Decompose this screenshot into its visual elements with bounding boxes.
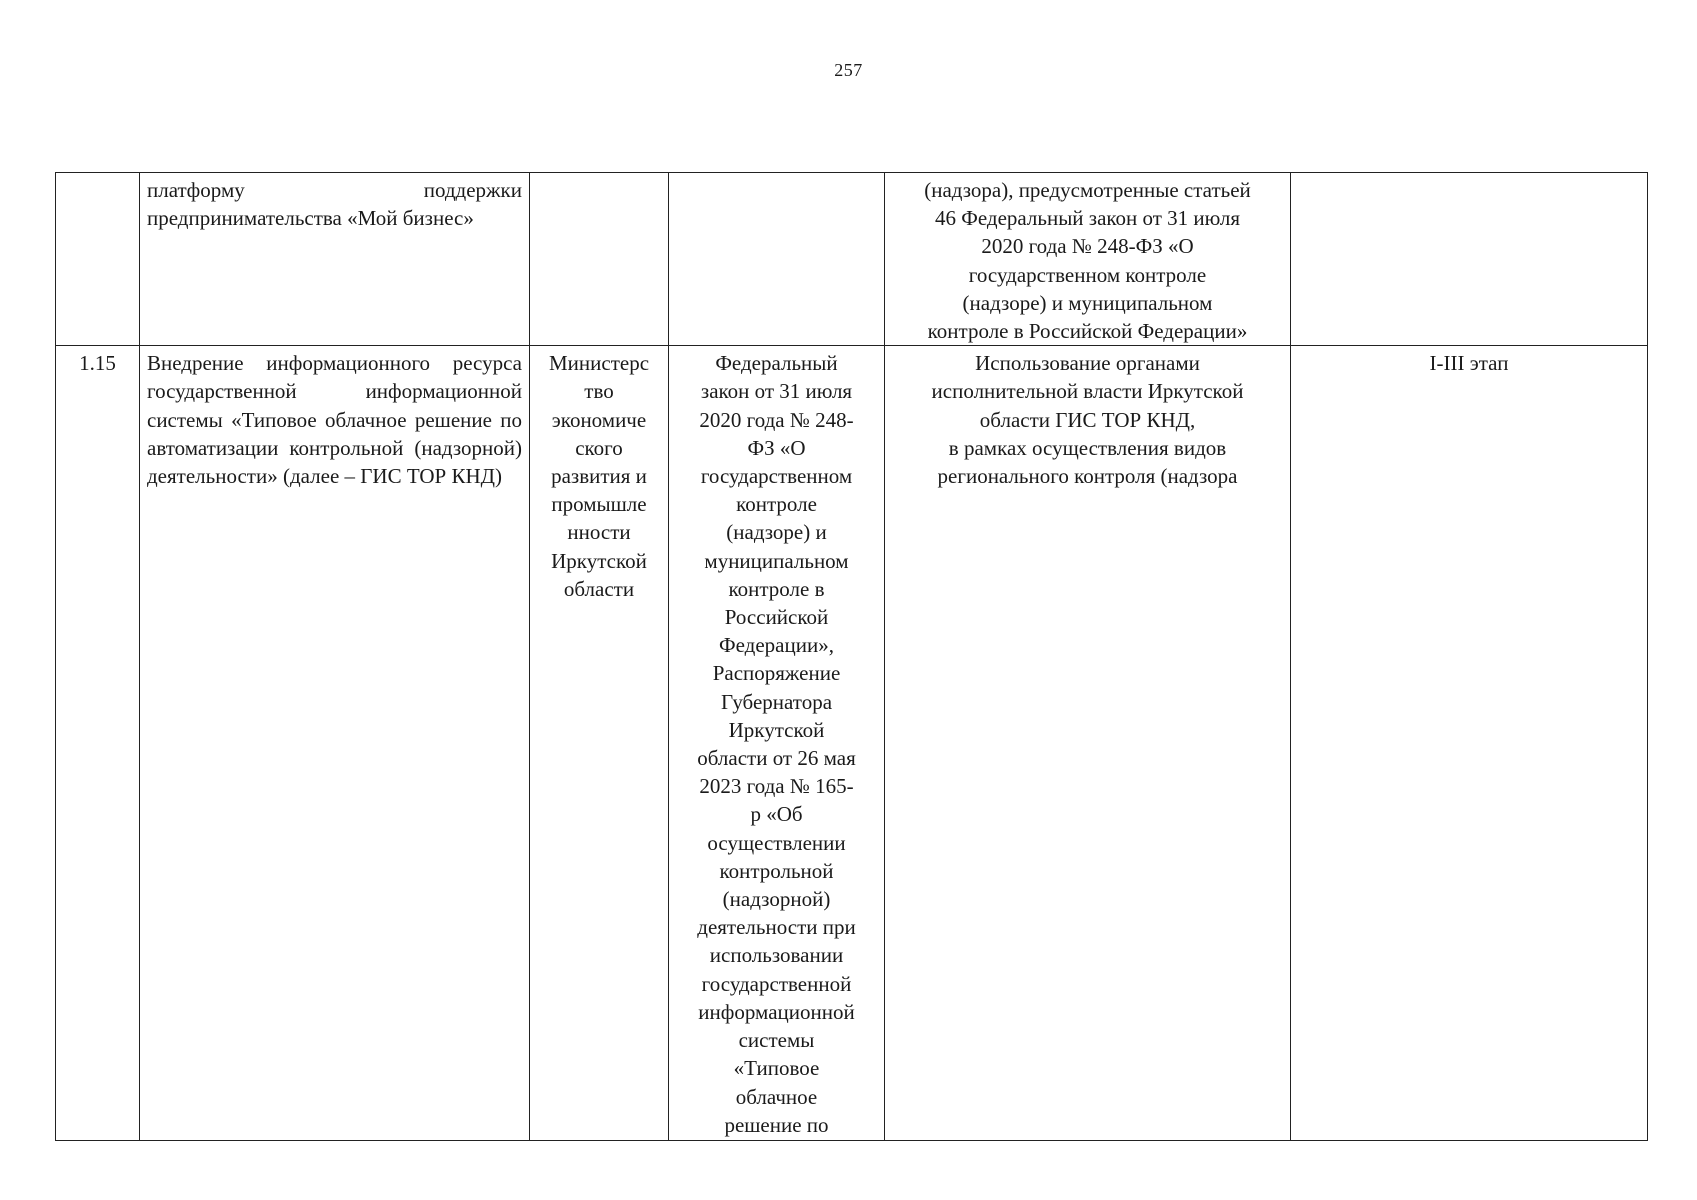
measure-name-cell: платформу поддержки предпринимательства «Мой бизнес» — [140, 173, 530, 346]
result-line: контроле в Российской Федерации» — [927, 319, 1248, 344]
result-line: исполнительной власти Иркутской — [931, 379, 1244, 404]
basis-line: ФЗ «О — [747, 435, 806, 460]
row-number-cell — [56, 173, 140, 346]
basis-line: Российской — [724, 605, 829, 630]
result-line: (надзора), предусмотренные статьей — [924, 178, 1251, 202]
executor-cell — [530, 173, 669, 346]
basis-line: муниципальном — [704, 548, 849, 573]
result-line: в рамках осуществления видов — [948, 435, 1227, 460]
executor-line: промышле — [551, 492, 647, 517]
executor-line: тво — [584, 379, 614, 404]
basis-line: контроле — [736, 492, 817, 517]
table-row — [56, 346, 1648, 1141]
basis-line: государственной — [701, 971, 852, 996]
basis-line: использовании — [709, 943, 844, 968]
basis-line: осуществлении — [707, 830, 846, 855]
basis-line: информационной — [698, 999, 855, 1024]
basis-line: области от 26 мая — [697, 746, 856, 771]
result-cell — [885, 346, 1291, 1141]
basis-cell — [669, 173, 885, 346]
result-line: государственном контроле — [968, 262, 1207, 287]
basis-line: государственном — [700, 464, 853, 489]
page-number: 257 — [834, 60, 863, 80]
result-cell — [885, 173, 1291, 346]
result-line: (надзоре) и муниципальном — [962, 290, 1213, 315]
basis-line: деятельности при — [697, 915, 856, 940]
basis-line: (надзорной) — [722, 887, 831, 912]
basis-line: Губернатора — [720, 689, 833, 714]
basis-line: р «Об — [750, 802, 803, 827]
executor-line: экономиче — [551, 407, 647, 432]
basis-line: Федерации», — [719, 633, 834, 658]
basis-line: 2023 года № 165- — [699, 774, 854, 799]
basis-line: облачное — [735, 1084, 818, 1109]
executor-line: Иркутской — [551, 548, 647, 573]
stage-cell: I-III этап — [1291, 346, 1648, 1141]
basis-line: закон от 31 июля — [700, 379, 853, 404]
result-line: Использование органами — [975, 351, 1200, 376]
table-row — [56, 173, 1648, 346]
stage-cell — [1291, 173, 1648, 346]
executor-line: Министерс — [548, 351, 650, 376]
basis-line: решение по — [724, 1112, 829, 1137]
basis-cell — [669, 346, 885, 1141]
basis-line: контрольной — [719, 858, 834, 883]
executor-line: нности — [567, 520, 631, 545]
basis-line: Распоряжение — [712, 661, 841, 686]
executor-line: развития и — [551, 464, 647, 489]
document-table — [55, 172, 1648, 1141]
result-line: области ГИС ТОР КНД, — [979, 407, 1196, 432]
executor-cell — [530, 346, 669, 1141]
basis-line: контроле в — [728, 576, 825, 601]
result-line: 2020 года № 248-ФЗ «О — [981, 234, 1194, 259]
basis-line: (надзоре) и — [726, 520, 827, 545]
basis-line: системы — [738, 1028, 815, 1053]
result-line: 46 Федеральный закон от 31 июля — [935, 206, 1240, 231]
row-number-cell: 1.15 — [56, 346, 140, 1141]
result-line: регионального контроля (надзора — [937, 464, 1238, 489]
basis-line: «Типовое — [733, 1056, 820, 1081]
executor-line: области — [563, 576, 635, 601]
measure-name-cell: Внедрение информационного ресурса государственной информационной системы «Типовое облачное решение по автоматизации контрольной (надзорной) деятельности» (далее – ГИС ТОР КНД) — [140, 346, 530, 1141]
basis-line: Иркутской — [728, 717, 825, 742]
basis-line: Федеральный — [715, 351, 838, 376]
executor-line: ского — [575, 435, 623, 460]
basis-line: 2020 года № 248- — [699, 407, 854, 432]
